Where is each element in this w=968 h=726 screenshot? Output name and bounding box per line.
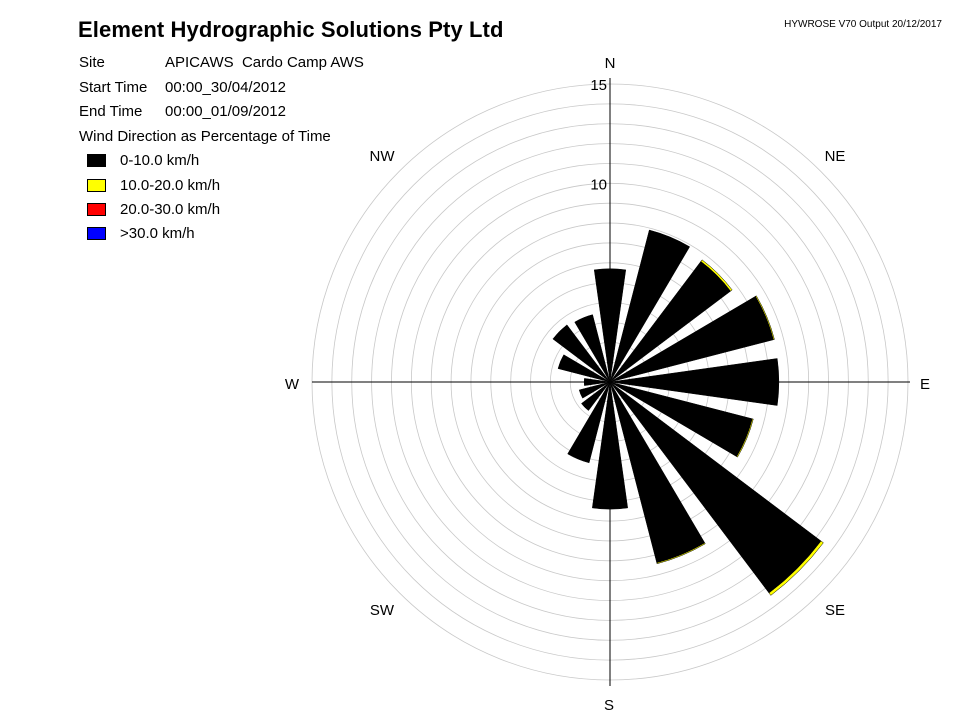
direction-label-ne: NE bbox=[824, 148, 846, 165]
direction-label-w: W bbox=[284, 376, 300, 393]
site-label: Site bbox=[79, 54, 105, 71]
direction-label-e: E bbox=[919, 376, 931, 393]
end-time-label: End Time bbox=[79, 103, 143, 120]
radial-tick-label: 15 bbox=[590, 77, 607, 94]
legend-label: 20.0-30.0 km/h bbox=[120, 201, 221, 218]
direction-label-sw: SW bbox=[369, 602, 395, 619]
site-value: APICAWS Cardo Camp AWS bbox=[165, 54, 364, 71]
start-time-label: Start Time bbox=[79, 79, 148, 96]
end-time-value: 00:00_01/09/2012 bbox=[165, 103, 286, 120]
report-title: Element Hydrographic Solutions Pty Ltd bbox=[78, 17, 504, 42]
legend-label: >30.0 km/h bbox=[120, 225, 195, 242]
radial-tick-labels bbox=[590, 77, 607, 293]
petal-90-0-10-0-km-h bbox=[610, 358, 779, 405]
legend-label: 10.0-20.0 km/h bbox=[120, 177, 221, 194]
petal-180-0-10-0-km-h bbox=[592, 382, 627, 509]
legend-label: 0-10.0 km/h bbox=[120, 152, 200, 169]
start-time-value: 00:00_30/04/2012 bbox=[165, 79, 286, 96]
direction-label-se: SE bbox=[824, 602, 846, 619]
radial-tick-label: 10 bbox=[590, 176, 607, 194]
chart-subtitle: Wind Direction as Percentage of Time bbox=[79, 128, 331, 145]
direction-label-n: N bbox=[604, 55, 616, 72]
radial-tick-label: 5 bbox=[598, 275, 607, 293]
wind-rose-petals bbox=[553, 230, 824, 595]
direction-label-nw: NW bbox=[369, 148, 395, 165]
direction-label-s: S bbox=[603, 697, 615, 714]
version-output-label: HYWROSE V70 Output 20/12/2017 bbox=[784, 19, 942, 30]
